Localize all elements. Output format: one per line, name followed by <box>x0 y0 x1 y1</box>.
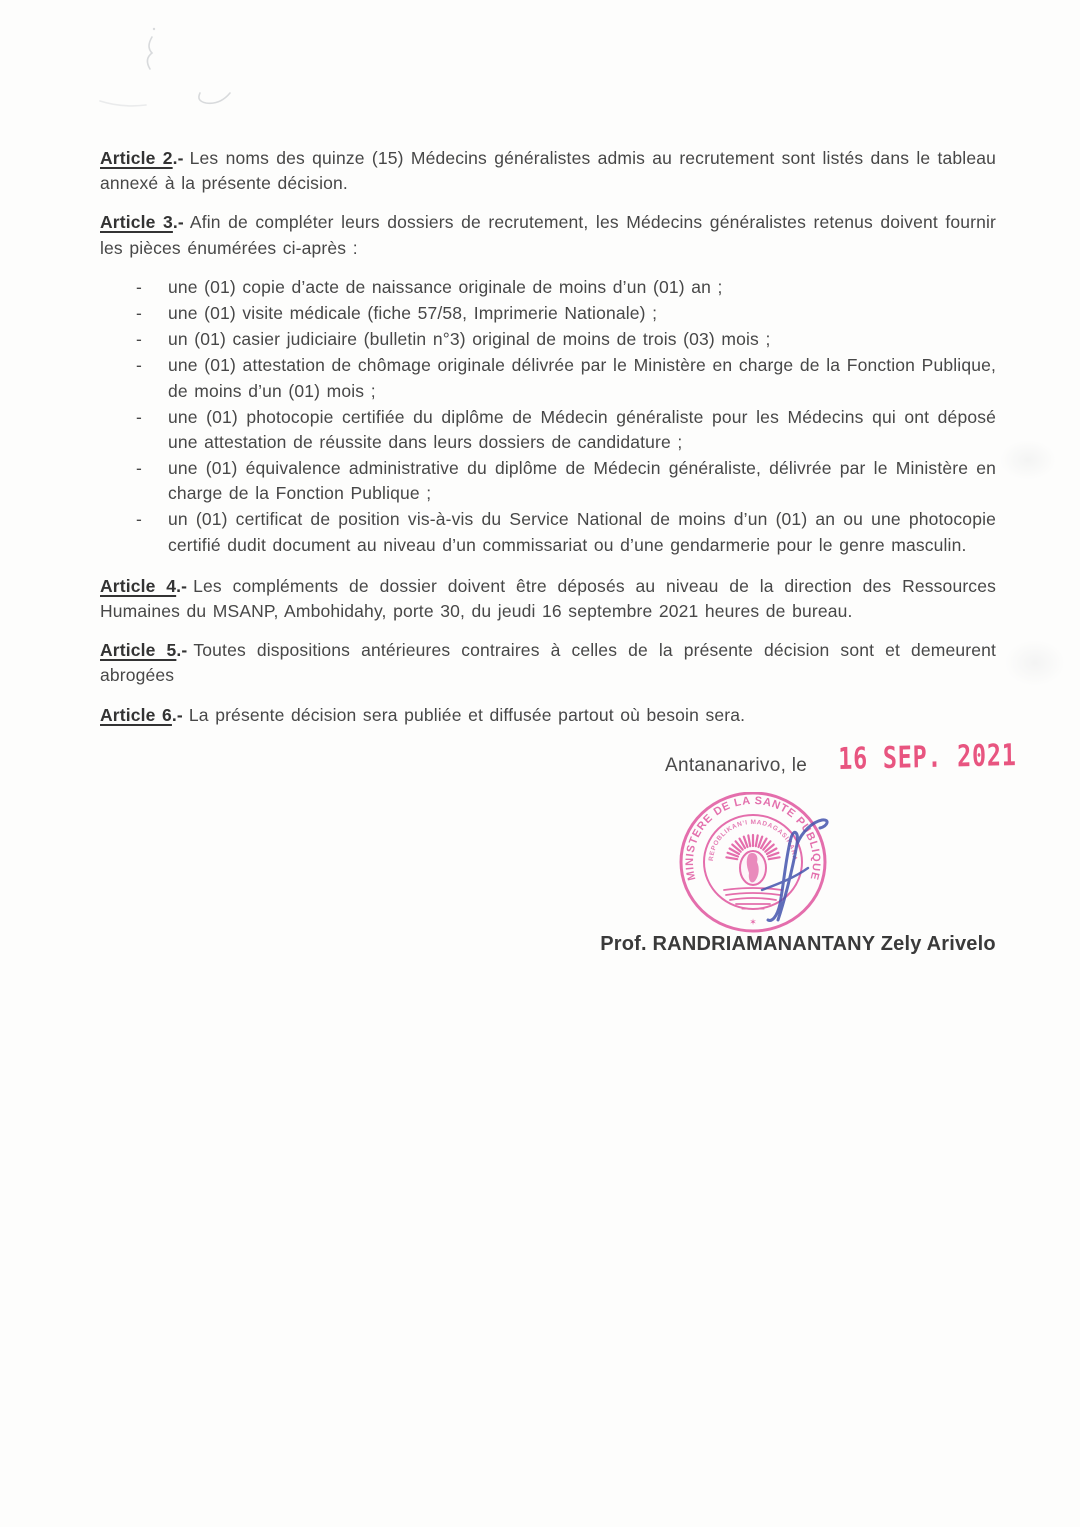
requirement-item-2 <box>100 301 996 326</box>
requirement-text: un (01) casier judiciaire (bulletin n°3) original de moins de trois (03) mois ; <box>168 329 771 350</box>
document-body <box>100 146 996 742</box>
date-stamp: 16 SEP. 2021 <box>838 738 1017 777</box>
bullet-dash: - <box>136 406 142 427</box>
requirement-text: une (01) photocopie certifiée du diplôme de Médecin généraliste pour les Médecins qui ont déposé une attestation de réussite dans leurs dossiers de candidature ; <box>168 406 996 452</box>
article-4-paragraph <box>100 574 996 624</box>
signer-name: Prof. RANDRIAMANANTANY Zely Arivelo <box>600 933 996 955</box>
bullet-dash: - <box>136 329 142 350</box>
requirements-list <box>100 275 996 558</box>
seal-inner-text: REPOBLIKAN’I MADAGASIKARA <box>707 819 799 862</box>
place-date-line: Antananarivo, le <box>665 755 808 776</box>
article-2-label: Article 2 <box>100 148 173 168</box>
article-6-separator: .- <box>171 704 183 725</box>
bullet-dash: - <box>136 355 142 376</box>
bullet-dash: - <box>136 302 142 323</box>
article-5-text: Toutes dispositions antérieures contraires à celles de la présente décision sont et demeurent abrogées <box>100 640 996 686</box>
article-4-text: Les compléments de dossier doivent être déposés au niveau de la direction des Ressources Humaines du MSANP, Ambohidahy, porte 30, du jeudi 16 septembre 2021 heures de bureau. <box>100 575 996 621</box>
bullet-dash: - <box>136 509 142 530</box>
scan-noise <box>1005 640 1065 686</box>
requirement-item-6 <box>100 456 996 506</box>
requirement-item-7 <box>100 507 996 557</box>
requirement-item-4 <box>100 353 996 403</box>
article-3-separator: .- <box>172 212 184 233</box>
article-3-label: Article 3 <box>100 212 173 233</box>
article-6-text: La présente décision sera publiée et diffusée partout où besoin sera. <box>188 704 746 725</box>
requirement-item-1 <box>100 275 996 300</box>
requirement-item-5 <box>100 405 996 455</box>
bullet-dash: - <box>136 276 142 297</box>
pencil-smudge <box>80 15 300 135</box>
article-2-text: Les noms des quinze (15) Médecins généralistes admis au recrutement sont listés dans le tableau annexé à la présente décision. <box>100 148 996 194</box>
requirement-item-3 <box>100 327 996 352</box>
bullet-dash: - <box>136 458 142 479</box>
scan-noise <box>1000 440 1056 480</box>
article-4-label: Article 4 <box>100 575 177 596</box>
article-6-label: Article 6 <box>100 704 172 725</box>
article-2-paragraph <box>100 146 996 196</box>
requirement-text: une (01) visite médicale (fiche 57/58, Imprimerie Nationale) ; <box>168 302 658 323</box>
article-2-separator: .- <box>172 148 184 168</box>
requirement-text: une (01) copie d’acte de naissance originale de moins d’un (01) an ; <box>168 276 723 297</box>
seal-star-icon: ✶ <box>749 917 757 927</box>
signature <box>750 812 840 927</box>
article-3-text: Afin de compléter leurs dossiers de recrutement, les Médecins généralistes retenus doivent fournir les pièces énumérées ci-après : <box>100 212 997 258</box>
requirement-text: une (01) équivalence administrative du diplôme de Médecin généraliste, délivrée par le Ministère en charge de la Fonction Publique ; <box>168 458 996 504</box>
article-5-label: Article 5 <box>100 640 177 661</box>
article-4-separator: .- <box>176 575 188 596</box>
article-6-paragraph <box>100 703 996 728</box>
seal-ring-text: MINISTERE DE LA SANTE PUBLIQUE <box>683 794 823 882</box>
article-5-separator: .- <box>176 640 188 661</box>
article-5-paragraph <box>100 638 996 688</box>
requirement-text: un (01) certificat de position vis-à-vis du Service National de moins d’un (01) an ou une photocopie certifié dudit document au niveau d’un commissariat ou d’une gendarmerie pour le genre masculin. <box>168 509 996 555</box>
article-3-paragraph <box>100 210 996 260</box>
requirement-text: une (01) attestation de chômage originale délivrée par le Ministère en charge de la Fonction Publique, de moins d’un (01) mois ; <box>168 355 996 401</box>
